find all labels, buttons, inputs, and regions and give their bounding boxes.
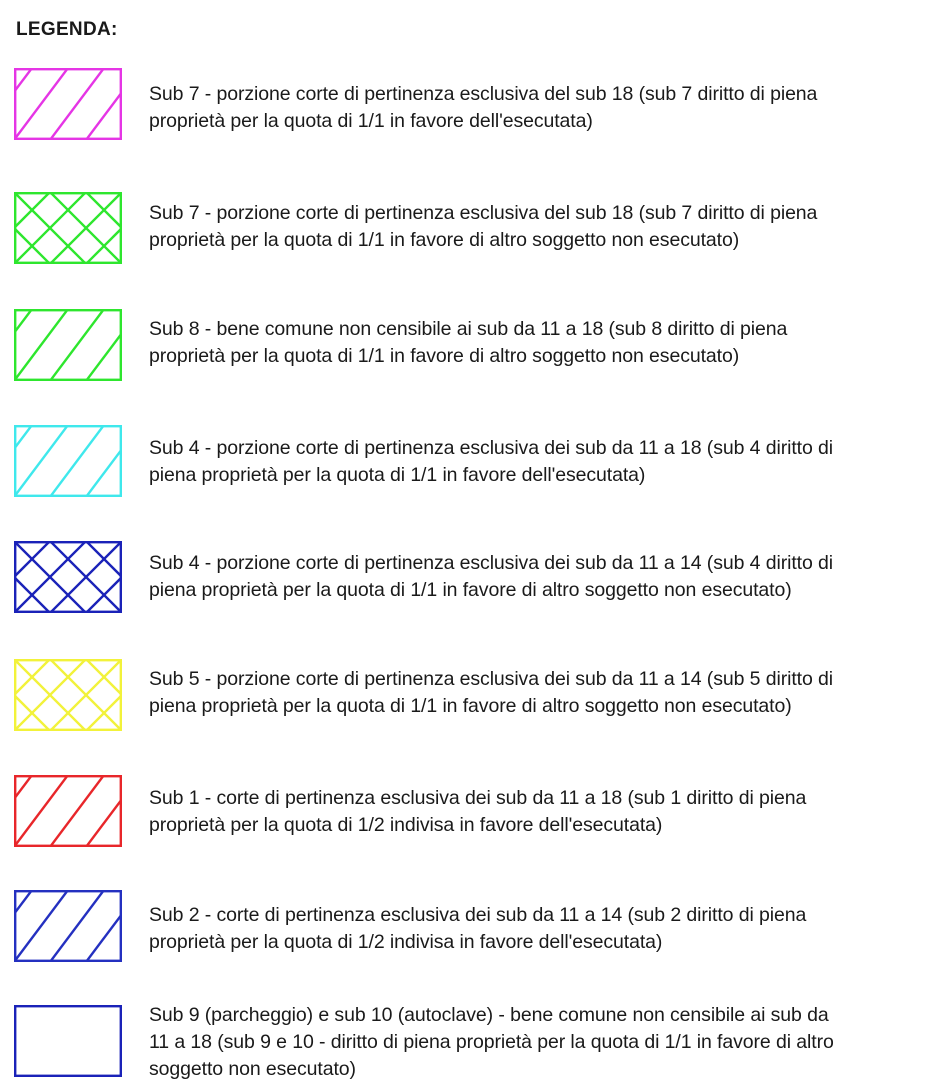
swatch-graphic — [14, 192, 122, 264]
legend-description: Sub 9 (parcheggio) e sub 10 (autoclave) - bene comune non censibile ai sub da 11 a 18 (sub 9 e 10 - diritto di piena proprietà per la quota di 1/1 in favore di altro soggetto non esecutato) — [149, 1004, 834, 1080]
swatch-graphic — [14, 1005, 122, 1077]
hatch-line — [86, 890, 122, 962]
hatch-line — [14, 425, 68, 497]
legend-swatch — [14, 68, 122, 140]
hatch-line — [50, 425, 104, 497]
swatch-border — [15, 69, 121, 139]
hatch-line — [14, 68, 68, 140]
hatch-line — [50, 309, 104, 381]
swatch-border — [15, 426, 121, 496]
hatch-line — [86, 68, 122, 140]
hatch-line — [86, 192, 122, 264]
swatch-graphic — [14, 309, 122, 381]
swatch-border — [15, 660, 121, 730]
swatch-graphic — [14, 541, 122, 613]
swatch-border — [15, 193, 121, 263]
hatch-line — [86, 541, 122, 613]
hatch-line — [50, 775, 104, 847]
hatch-line — [86, 659, 122, 731]
legend-description: Sub 7 - porzione corte di pertinenza esclusiva del sub 18 (sub 7 diritto di piena proprietà per la quota di 1/1 in favore dell'esecutata) — [149, 83, 818, 132]
legend-swatch — [14, 309, 122, 381]
hatch-line — [86, 659, 122, 731]
swatch-border — [15, 776, 121, 846]
hatch-line — [14, 775, 68, 847]
swatch-border — [15, 891, 121, 961]
legend-title: LEGENDA: — [16, 19, 118, 40]
legend-description: Sub 7 - porzione corte di pertinenza esclusiva del sub 18 (sub 7 diritto di piena proprietà per la quota di 1/1 in favore di altro soggetto non esecutato) — [149, 202, 818, 251]
legend-swatch — [14, 775, 122, 847]
hatch-line — [86, 309, 122, 381]
legend-swatch — [14, 192, 122, 264]
swatch-border — [15, 1006, 121, 1076]
hatch-line — [50, 890, 104, 962]
hatch-line — [86, 425, 122, 497]
legend-swatch — [14, 541, 122, 613]
swatch-graphic — [14, 659, 122, 731]
legend-swatch — [14, 659, 122, 731]
legend-swatch — [14, 1005, 122, 1077]
hatch-line — [86, 541, 122, 613]
legend-swatch — [14, 890, 122, 962]
hatch-line — [14, 192, 50, 264]
swatch-graphic — [14, 425, 122, 497]
legend-description: Sub 1 - corte di pertinenza esclusiva dei sub da 11 a 18 (sub 1 diritto di piena proprietà per la quota di 1/2 indivisa in favore dell'esecutata) — [149, 787, 807, 836]
legend-description: Sub 2 - corte di pertinenza esclusiva dei sub da 11 a 14 (sub 2 diritto di piena proprietà per la quota di 1/2 indivisa in favore dell'esecutata) — [149, 904, 807, 953]
legend-swatch — [14, 425, 122, 497]
hatch-line — [14, 541, 50, 613]
legend-description: Sub 5 - porzione corte di pertinenza esclusiva dei sub da 11 a 14 (sub 5 diritto di piena proprietà per la quota di 1/1 in favore di altro soggetto non esecutato) — [149, 668, 833, 717]
hatch-line — [14, 890, 68, 962]
hatch-line — [14, 659, 50, 731]
legend-description: Sub 8 - bene comune non censibile ai sub da 11 a 18 (sub 8 diritto di piena proprietà per la quota di 1/1 in favore di altro soggetto non esecutato) — [149, 318, 788, 367]
legend-description: Sub 4 - porzione corte di pertinenza esclusiva dei sub da 11 a 18 (sub 4 diritto di piena proprietà per la quota di 1/1 in favore dell'esecutata) — [149, 437, 833, 486]
hatch-line — [14, 659, 50, 731]
hatch-line — [86, 192, 122, 264]
swatch-graphic — [14, 890, 122, 962]
hatch-line — [86, 775, 122, 847]
swatch-border — [15, 310, 121, 380]
legend-description: Sub 4 - porzione corte di pertinenza esclusiva dei sub da 11 a 14 (sub 4 diritto di piena proprietà per la quota di 1/1 in favore di altro soggetto non esecutato) — [149, 552, 833, 601]
swatch-graphic — [14, 775, 122, 847]
hatch-line — [14, 309, 68, 381]
hatch-line — [14, 541, 50, 613]
hatch-line — [50, 68, 104, 140]
swatch-border — [15, 542, 121, 612]
swatch-graphic — [14, 68, 122, 140]
hatch-line — [14, 192, 50, 264]
